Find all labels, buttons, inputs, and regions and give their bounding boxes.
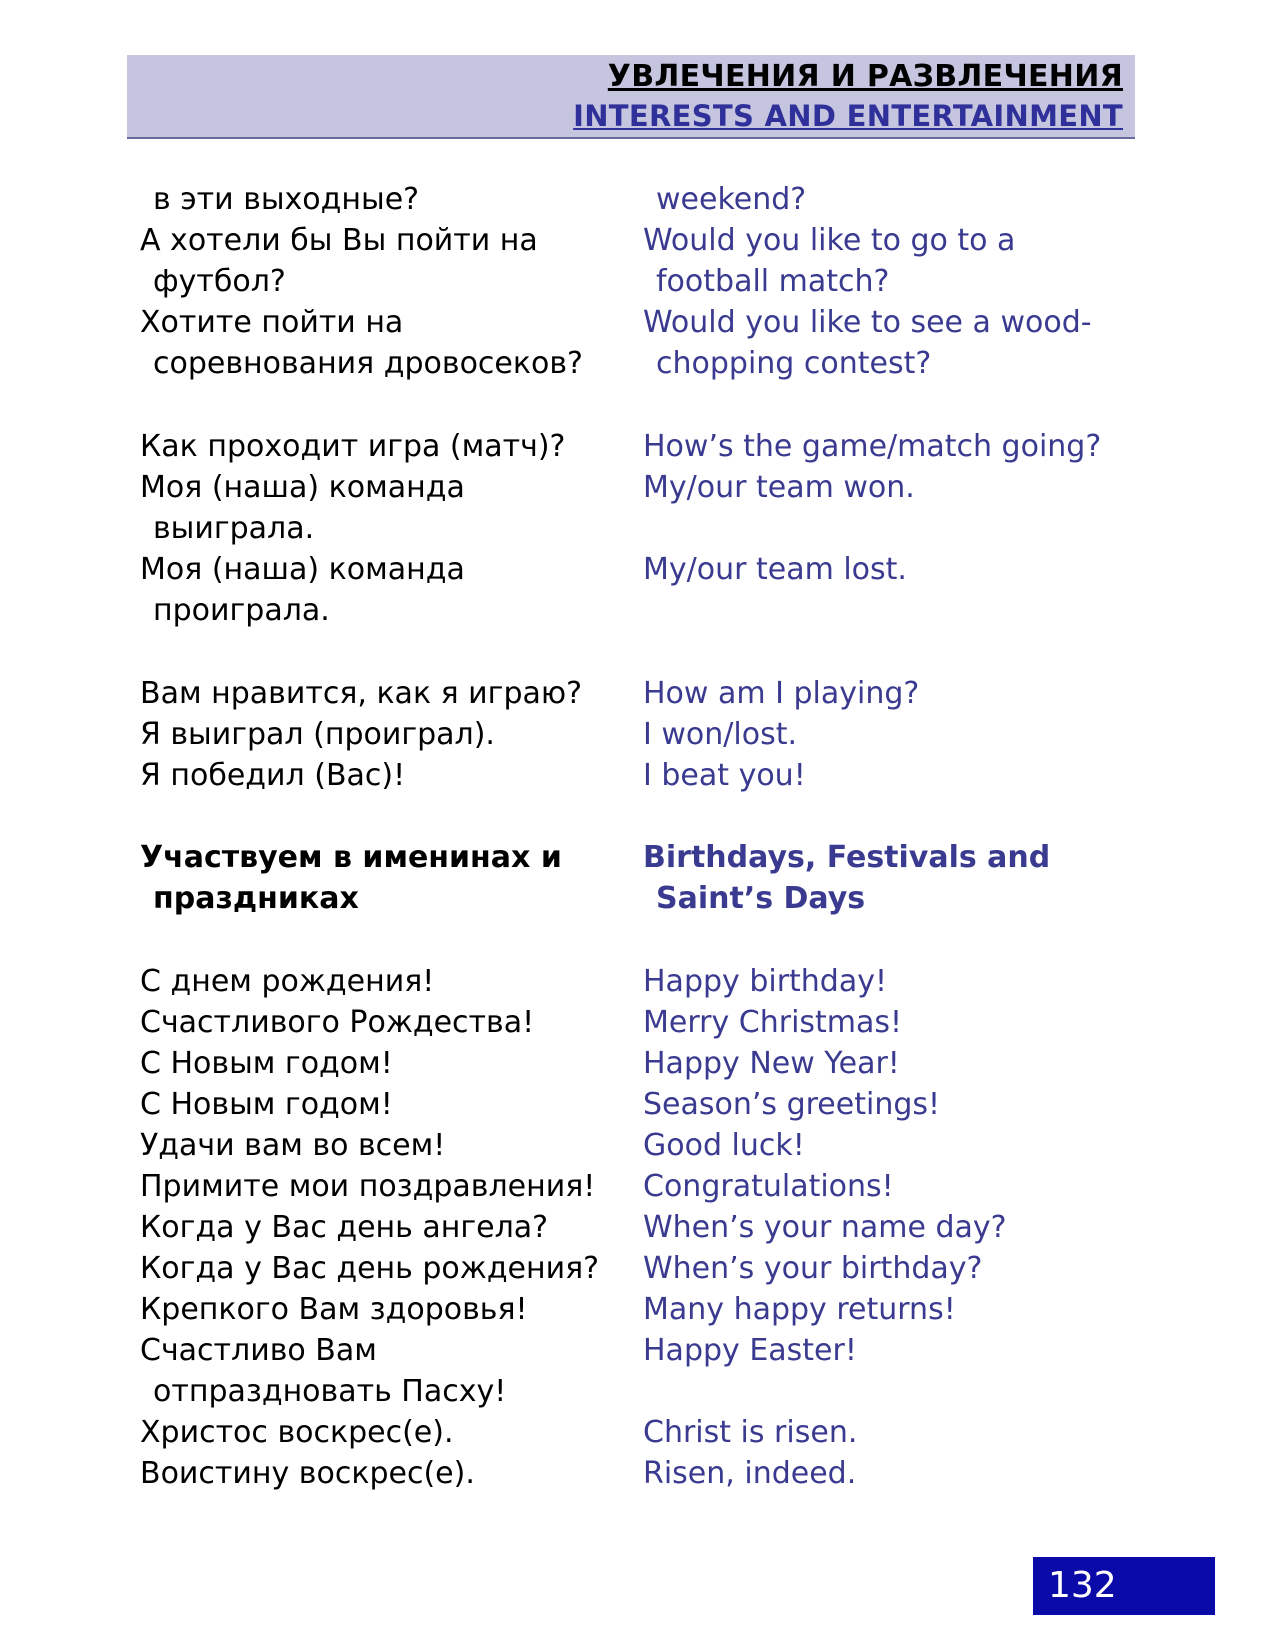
phrase-ru: Воистину воскрес(е).	[140, 1456, 475, 1491]
phrase-ru: Моя (наша) команда	[140, 470, 465, 505]
phrase-en: My/our team lost.	[643, 552, 907, 587]
phrase-en: Merry Christmas!	[643, 1005, 903, 1040]
phrase-ru: Счастливого Рождества!	[140, 1005, 535, 1040]
phrase-en: Congratulations!	[643, 1169, 894, 1204]
phrase-en: Happy birthday!	[643, 964, 888, 999]
phrase-ru: Как проходит игра (матч)?	[140, 429, 566, 464]
phrase-ru: Примите мои поздравления!	[140, 1169, 596, 1204]
phrase-en: Would you like to see a wood-	[643, 305, 1092, 340]
phrase-ru: Я победил (Вас)!	[140, 758, 406, 793]
phrase-ru: Счастливо Вам	[140, 1333, 377, 1368]
phrase-en: Christ is risen.	[643, 1415, 858, 1450]
phrase-ru: соревнования дровосеков?	[153, 346, 583, 381]
phrase-en: My/our team won.	[643, 470, 915, 505]
phrase-ru: в эти выходные?	[153, 182, 420, 217]
phrase-ru: Христос воскрес(е).	[140, 1415, 454, 1450]
phrase-ru: отпраздновать Пасху!	[153, 1374, 507, 1409]
phrase-ru: Вам нравится, как я играю?	[140, 676, 583, 711]
subheading-ru: праздниках	[153, 881, 359, 916]
phrase-ru: Крепкого Вам здоровья!	[140, 1292, 528, 1327]
phrase-en: weekend?	[656, 182, 807, 217]
phrase-ru: С Новым годом!	[140, 1046, 393, 1081]
section-title-ru: УВЛЕЧЕНИЯ И РАЗВЛЕЧЕНИЯ	[607, 59, 1123, 94]
phrase-en: Would you like to go to a	[643, 223, 1016, 258]
phrase-ru: Когда у Вас день ангела?	[140, 1210, 549, 1245]
phrase-ru: Я выиграл (проиграл).	[140, 717, 495, 752]
phrase-en: When’s your name day?	[643, 1210, 1007, 1245]
phrase-ru: С днем рождения!	[140, 964, 435, 999]
section-header	[127, 55, 1135, 139]
phrase-en: I beat you!	[643, 758, 806, 793]
phrase-ru: Удачи вам во всем!	[140, 1128, 446, 1163]
phrase-ru: С Новым годом!	[140, 1087, 393, 1122]
phrase-en: Happy Easter!	[643, 1333, 857, 1368]
phrase-ru: Хотите пойти на	[140, 305, 404, 340]
phrase-ru: Моя (наша) команда	[140, 552, 465, 587]
phrase-en: Happy New Year!	[643, 1046, 900, 1081]
phrase-en: I won/lost.	[643, 717, 798, 752]
subheading-en: Birthdays, Festivals and	[643, 840, 1051, 875]
phrase-en: Many happy returns!	[643, 1292, 956, 1327]
phrase-en: When’s your birthday?	[643, 1251, 983, 1286]
phrase-ru: Когда у Вас день рождения?	[140, 1251, 600, 1286]
section-title-en: INTERESTS AND ENTERTAINMENT	[573, 99, 1123, 133]
phrase-en: Season’s greetings!	[643, 1087, 941, 1122]
page-number: 132	[1033, 1557, 1215, 1615]
phrase-ru: проиграла.	[153, 593, 330, 628]
phrase-en: football match?	[656, 264, 890, 299]
subheading-en: Saint’s Days	[656, 881, 866, 916]
phrase-ru: выиграла.	[153, 511, 315, 546]
phrase-en: chopping contest?	[656, 346, 932, 381]
phrase-ru: футбол?	[153, 264, 286, 299]
phrase-en: Risen, indeed.	[643, 1456, 857, 1491]
phrase-en: How’s the game/match going?	[643, 429, 1102, 464]
phrase-ru: А хотели бы Вы пойти на	[140, 223, 538, 258]
phrase-en: Good luck!	[643, 1128, 805, 1163]
subheading-ru: Участвуем в именинах и	[140, 840, 562, 875]
phrase-en: How am I playing?	[643, 676, 920, 711]
